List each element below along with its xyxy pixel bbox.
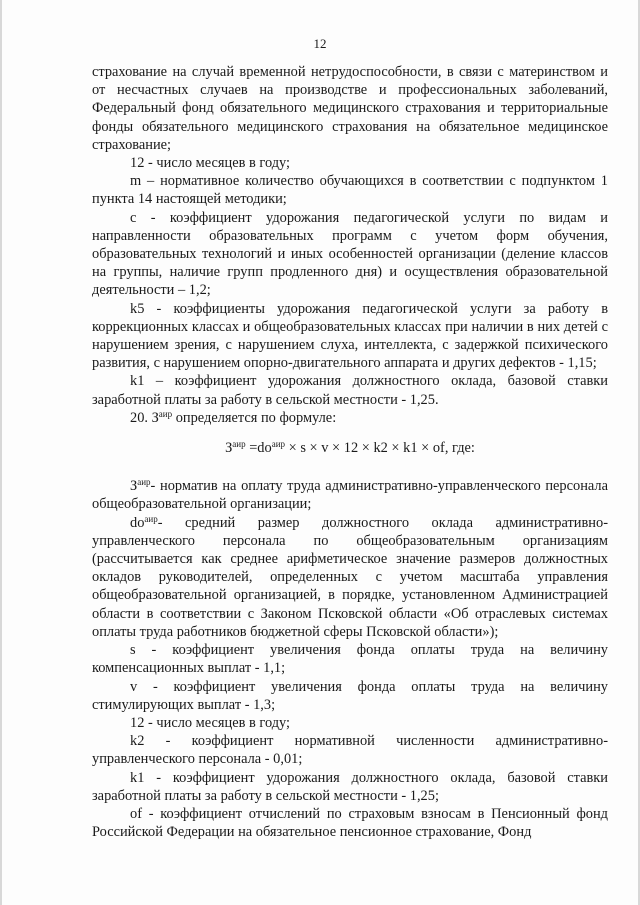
term: З [130,478,138,495]
paragraph-do-air [92,514,608,641]
term: do [130,514,145,531]
paragraph-v: v - коэффициент увеличения фонда оплаты труда на величину стимулирующих выплат - 1,3; [92,678,608,713]
paragraph-k2: k2 - коэффициент нормативной численности административно-управленческого персонала - 0,01; [92,733,608,768]
term-superscript: аир [144,513,158,524]
term-definition: - норматив на оплату труда административно-управленческого персонала общеобразовательной организации; [92,478,608,513]
paragraph-continuation: страхование на случай временной нетрудоспособности, в связи с материнством и от несчастных случаев на производстве и профессиональных заболеваний, Федеральный фонд обязательного медицинского страхования и территориальные фонды обязательного медицинского страхования на обязательное медицинское страхование; [92,64,608,153]
term-definition: - средний размер должностного оклада административно-управленческого персонала по общеобразовательным организациям (рассчитывается как среднее арифметическое значение размеров должностных окладов руководителей, определенных с учетом масштаба управления общеобразовательной организацией, в порядке, установленном Администрацией области в соответствии с Законом Псковской области «Об отраслевых системах оплаты труда работников бюджетной сферы Псковской области»); [92,514,608,640]
paragraph-s: s - коэффициент увеличения фонда оплаты труда на величину компенсационных выплат - 1,1; [92,642,608,677]
paragraph-c: c - коэффициент удорожания педагогической услуги по видам и направленности образовательных программ с учетом форм обучения, образовательных технологий и иных особенностей организации (деление классов на группы, наличие групп продленного дня) и осуществления образовательной деятельности – 1,2; [92,209,608,299]
formula-part: З [225,440,233,457]
formula-part: =do [245,440,272,457]
paragraph-of: of - коэффициент отчислений по страховым взносам в Пенсионный фонд Российской Федерации на обязательное пенсионное страхование, Фонд [92,805,608,841]
paragraph-m: m – нормативное количество обучающихся в соответствии с подпунктом 1 пункта 14 настоящей методики; [92,173,608,208]
paragraph-k1-2: k1 - коэффициент удорожания должностного оклада, базовой ставки заработной платы за работу в сельской местности - 1,25; [92,769,608,804]
formula-superscript: аир [232,439,246,450]
paragraph-months-2: 12 - число месяцев в году; [130,714,291,731]
page-number: 12 [313,36,327,51]
formula [92,439,608,457]
document-body [92,63,608,841]
item-20-superscript: аир [158,408,173,419]
page-edge-left [0,0,2,905]
formula-superscript: аир [271,439,286,450]
term-superscript: аир [137,477,151,488]
item-20-prefix: 20. З [130,409,159,426]
item-20-suffix: определяется по формуле: [172,409,337,426]
paragraph-z-air [92,477,608,513]
paragraph-months: 12 - число месяцев в году; [130,155,291,172]
formula-part: × s × v × 12 × k2 × k1 × of, где: [285,440,475,457]
paragraph-k5: k5 - коэффициенты удорожания педагогической услуги за работу в коррекционных классах и общеобразовательных классах при наличии в них детей с нарушением зрения, с нарушением слуха, интеллекта, с задержкой психического развития, с нарушением опорно-двигательного аппарата и других дефектов - 1,15; [92,300,608,372]
paragraph-k1: k1 – коэффициент удорожания должностного оклада, базовой ставки заработной платы за работу в сельской местности - 1,25. [92,373,608,408]
paragraph-item-20 [92,409,608,427]
